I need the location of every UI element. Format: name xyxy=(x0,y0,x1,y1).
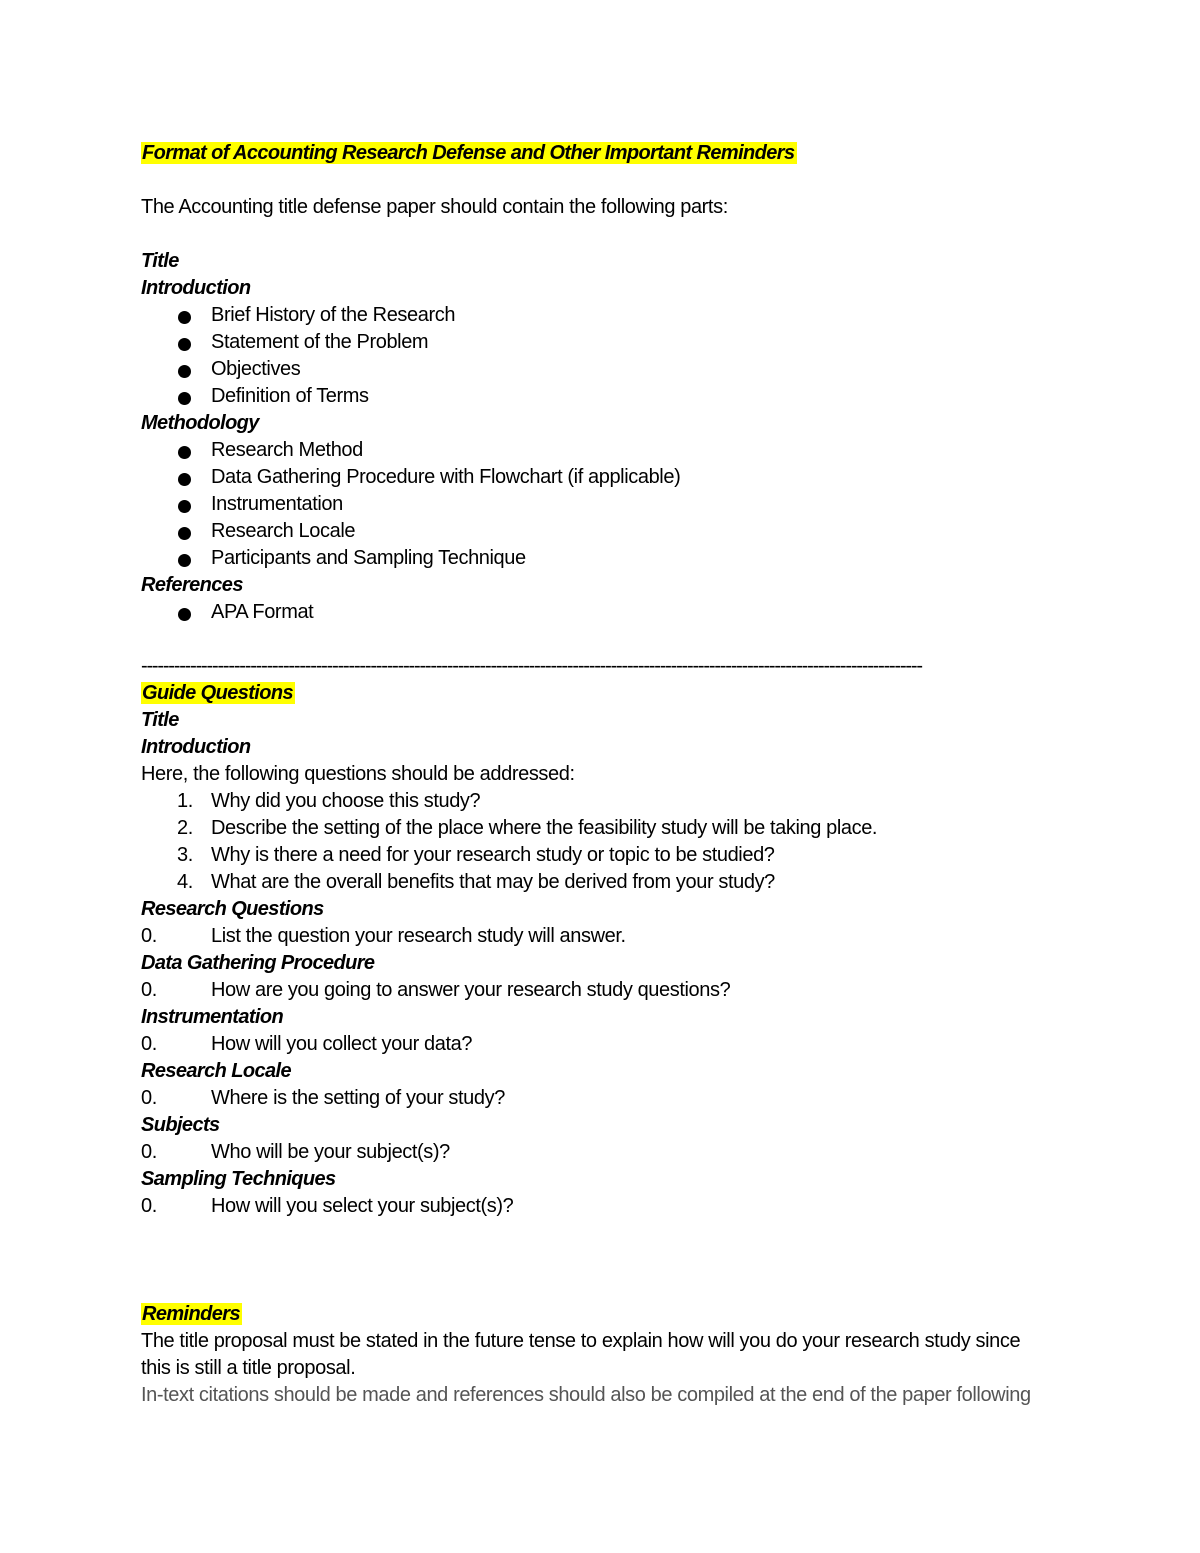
numbered-item: 4. What are the overall benefits that may be derived from your study? xyxy=(177,871,775,893)
document-title-row xyxy=(141,140,1071,167)
guide-title-label: Title xyxy=(141,709,179,731)
list-item: APA Format xyxy=(141,599,1071,626)
list-item: Instrumentation xyxy=(141,491,1071,518)
section-label: Sampling Techniques xyxy=(141,1168,336,1190)
document-title: Format of Accounting Research Defense and Other Important Reminders xyxy=(142,142,795,164)
list-item: Statement of the Problem xyxy=(141,329,1071,356)
bullet-icon xyxy=(178,473,191,486)
reminders-heading: Reminders xyxy=(142,1303,240,1325)
section-question: 0. Who will be your subject(s)? xyxy=(141,1141,450,1163)
bullet-icon xyxy=(178,554,191,567)
list-item: Research Locale xyxy=(141,518,1071,545)
numbered-item: 1. Why did you choose this study? xyxy=(177,790,481,812)
numbered-item: 3. Why is there a need for your research study or topic to be studied? xyxy=(177,844,775,866)
document-page xyxy=(141,140,1071,1409)
bullet-icon xyxy=(178,500,191,513)
bullet-icon xyxy=(178,311,191,324)
spacer xyxy=(141,1247,1071,1274)
guide-intro-text: Here, the following questions should be addressed: xyxy=(141,763,575,785)
section-label: Research Questions xyxy=(141,898,324,920)
bullet-icon xyxy=(178,365,191,378)
spacer xyxy=(141,221,1071,248)
section-question: 0. How will you select your subject(s)? xyxy=(141,1195,514,1217)
spacer xyxy=(141,1220,1071,1247)
reminders-paragraph-continued: In-text citations should be made and references should also be compiled at the end of the paper following xyxy=(141,1384,1031,1406)
parts-title-label: Title xyxy=(141,250,179,272)
section-question: 0. Where is the setting of your study? xyxy=(141,1087,505,1109)
spacer xyxy=(141,626,1071,653)
parts-references-label: References xyxy=(141,574,243,596)
spacer xyxy=(141,1274,1071,1301)
intro-line: The Accounting title defense paper should contain the following parts: xyxy=(141,196,728,218)
bullet-icon xyxy=(178,338,191,351)
parts-introduction-label: Introduction xyxy=(141,277,251,299)
section-label: Research Locale xyxy=(141,1060,291,1082)
guide-heading-row xyxy=(141,680,1071,707)
section-label: Subjects xyxy=(141,1114,220,1136)
guide-heading: Guide Questions xyxy=(142,682,294,704)
reminders-paragraph: The title proposal must be stated in the future tense to explain how will you do your research study since this is still a title proposal. xyxy=(141,1330,1021,1379)
section-label: Instrumentation xyxy=(141,1006,284,1028)
list-item: Participants and Sampling Technique xyxy=(141,545,1071,572)
reminders-heading-row xyxy=(141,1301,1071,1328)
parts-methodology-label: Methodology xyxy=(141,412,259,434)
bullet-icon xyxy=(178,392,191,405)
section-question: 0. How will you collect your data? xyxy=(141,1033,473,1055)
numbered-item: 2. Describe the setting of the place where the feasibility study will be taking place. xyxy=(177,817,878,839)
bullet-icon xyxy=(178,608,191,621)
list-item: Research Method xyxy=(141,437,1071,464)
section-question: 0. How are you going to answer your research study questions? xyxy=(141,979,731,1001)
guide-introduction-label: Introduction xyxy=(141,736,251,758)
section-label: Data Gathering Procedure xyxy=(141,952,375,974)
divider-line: ----------------------------------------------------------------------------------------------------------------------------------------------- xyxy=(141,655,922,677)
list-item: Data Gathering Procedure with Flowchart (if applicable) xyxy=(141,464,1071,491)
bullet-icon xyxy=(178,527,191,540)
list-item: Definition of Terms xyxy=(141,383,1071,410)
section-question: 0. List the question your research study will answer. xyxy=(141,925,626,947)
list-item: Brief History of the Research xyxy=(141,302,1071,329)
list-item: Objectives xyxy=(141,356,1071,383)
bullet-icon xyxy=(178,446,191,459)
